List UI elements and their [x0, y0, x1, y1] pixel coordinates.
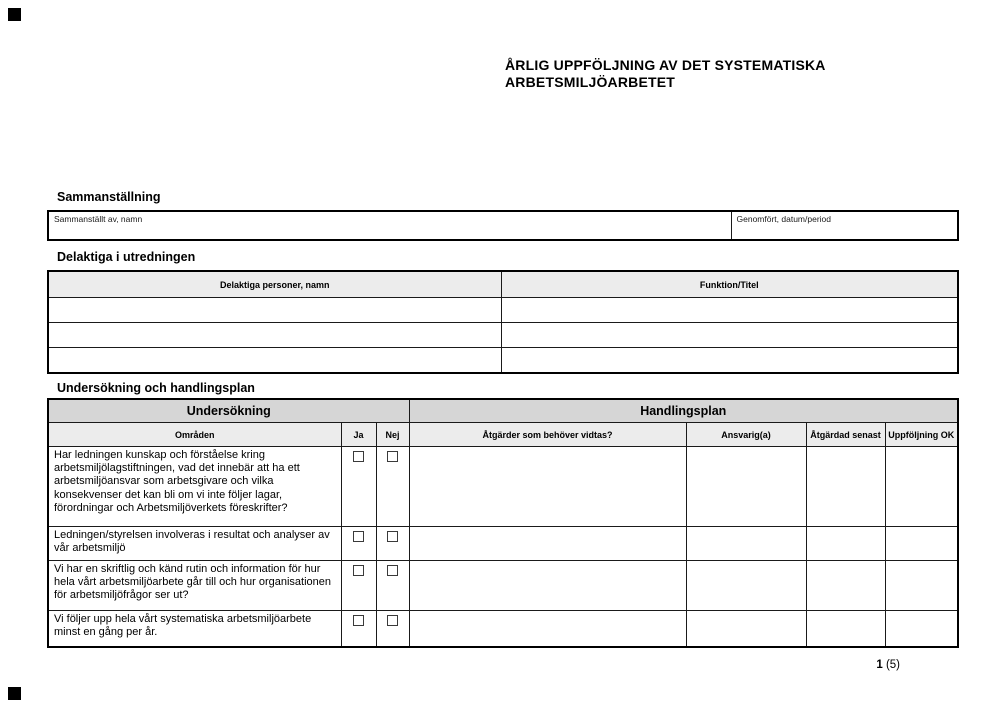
col-header-atgarder: Åtgärder som behöver vidtas? — [409, 423, 686, 447]
section-heading-sammanstallning: Sammanställning — [57, 190, 161, 204]
participants-table — [47, 270, 959, 374]
page-number-total: (5) — [885, 659, 900, 671]
compiled-by-label: Sammanställt av, namn — [54, 214, 143, 224]
ja-checkbox-cell — [341, 447, 376, 527]
participant-row — [48, 298, 958, 323]
question-text: Vi följer upp hela vårt systematiska arbetsmiljöarbete minst en gång per år. — [48, 611, 341, 648]
form-title — [505, 57, 905, 90]
nej-checkbox-cell — [376, 527, 409, 561]
survey-row — [48, 611, 958, 648]
participants-col-header-function: Funktion/Titel — [501, 271, 958, 298]
col-header-nej: Nej — [376, 423, 409, 447]
col-header-uppfoljning-ok: Uppföljning OK — [885, 423, 958, 447]
group-header-undersokning: Undersökning — [48, 399, 409, 423]
group-header-handlingsplan: Handlingsplan — [409, 399, 958, 423]
survey-table — [47, 398, 959, 648]
nej-checkbox[interactable] — [387, 451, 398, 462]
form-title-line1: ÅRLIG UPPFÖLJNING AV DET SYSTEMATISKA — [505, 57, 826, 73]
participant-row — [48, 348, 958, 374]
nej-checkbox-cell — [376, 561, 409, 611]
atgarder-cell[interactable] — [409, 447, 686, 527]
atgardad-senast-cell[interactable] — [806, 561, 885, 611]
ansvarig-cell[interactable] — [686, 447, 806, 527]
nej-checkbox-cell — [376, 447, 409, 527]
participant-name-cell[interactable] — [48, 323, 501, 348]
ja-checkbox-cell — [341, 561, 376, 611]
col-header-omraden: Områden — [48, 423, 341, 447]
ja-checkbox[interactable] — [353, 565, 364, 576]
uppfoljning-ok-cell[interactable] — [885, 561, 958, 611]
nej-checkbox[interactable] — [387, 615, 398, 626]
ja-checkbox-cell — [341, 611, 376, 648]
survey-row — [48, 447, 958, 527]
participant-function-cell[interactable] — [501, 348, 958, 374]
uppfoljning-ok-cell[interactable] — [885, 527, 958, 561]
participant-function-cell[interactable] — [501, 323, 958, 348]
page-number — [850, 659, 950, 671]
nej-checkbox[interactable] — [387, 565, 398, 576]
participants-col-header-name: Delaktiga personer, namn — [48, 271, 501, 298]
participant-row — [48, 323, 958, 348]
ja-checkbox[interactable] — [353, 615, 364, 626]
survey-row — [48, 527, 958, 561]
ja-checkbox-cell — [341, 527, 376, 561]
ja-checkbox[interactable] — [353, 531, 364, 542]
page-number-current: 1 — [876, 659, 883, 671]
ja-checkbox[interactable] — [353, 451, 364, 462]
uppfoljning-ok-cell[interactable] — [885, 611, 958, 648]
atgardad-senast-cell[interactable] — [806, 447, 885, 527]
participant-name-cell[interactable] — [48, 298, 501, 323]
nej-checkbox-cell — [376, 611, 409, 648]
uppfoljning-ok-cell[interactable] — [885, 447, 958, 527]
question-text: Ledningen/styrelsen involveras i resultat och analyser av vår arbetsmiljö — [48, 527, 341, 561]
atgardad-senast-cell[interactable] — [806, 527, 885, 561]
question-text: Har ledningen kunskap och förståelse kring arbetsmiljölagstiftningen, vad det innebär att ha ett arbetsmiljöansvar som arbetsgivare och vilka konsekvenser det kan bli om vi inte följer lagar, förordningar och Arbetsmiljöverkets föreskrifter? — [48, 447, 341, 527]
registration-mark-bottom — [8, 687, 21, 700]
section-heading-delaktiga: Delaktiga i utredningen — [57, 250, 196, 264]
form-title-line2: ARBETSMILJÖARBETET — [505, 73, 676, 90]
section-heading-undersokning: Undersökning och handlingsplan — [57, 381, 255, 395]
col-header-ja: Ja — [341, 423, 376, 447]
col-header-atgardad-senast: Åtgärdad senast — [806, 423, 885, 447]
compiled-by-field[interactable] — [48, 211, 731, 240]
atgardad-senast-cell[interactable] — [806, 611, 885, 648]
participant-name-cell[interactable] — [48, 348, 501, 374]
atgarder-cell[interactable] — [409, 561, 686, 611]
ansvarig-cell[interactable] — [686, 527, 806, 561]
registration-mark-top — [8, 8, 21, 21]
performed-date-field[interactable] — [731, 211, 958, 240]
ansvarig-cell[interactable] — [686, 611, 806, 648]
survey-row — [48, 561, 958, 611]
col-header-ansvarig: Ansvarig(a) — [686, 423, 806, 447]
atgarder-cell[interactable] — [409, 527, 686, 561]
summary-table — [47, 210, 959, 241]
question-text: Vi har en skriftlig och känd rutin och information för hur hela vårt arbetsmiljöarbete går till och hur organisationen för arbetsmiljöfrågor ser ut? — [48, 561, 341, 611]
performed-date-label: Genomfört, datum/period — [736, 214, 831, 224]
nej-checkbox[interactable] — [387, 531, 398, 542]
participant-function-cell[interactable] — [501, 298, 958, 323]
atgarder-cell[interactable] — [409, 611, 686, 648]
ansvarig-cell[interactable] — [686, 561, 806, 611]
